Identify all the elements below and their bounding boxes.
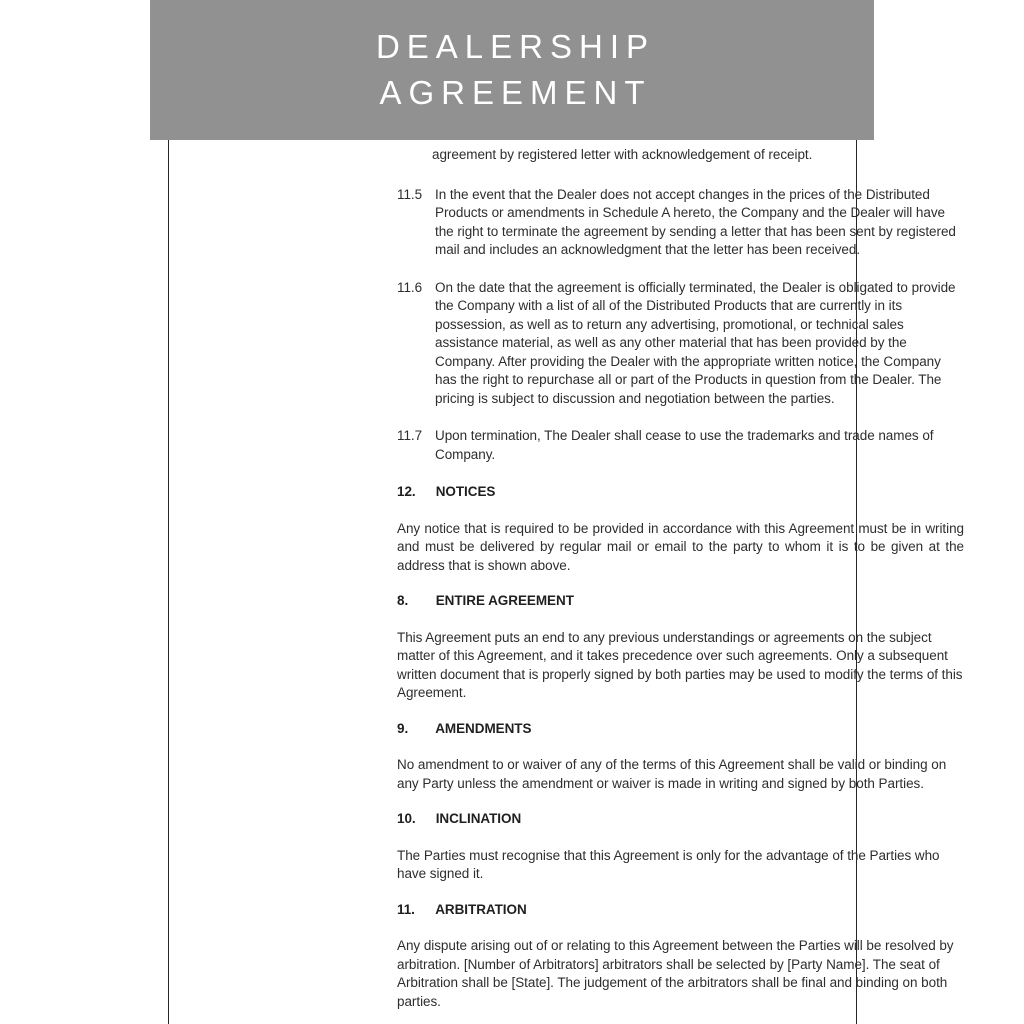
section-number: 10. <box>397 811 416 826</box>
document-section <box>397 901 964 1012</box>
clause-text: Upon termination, The Dealer shall cease to use the trademarks and trade names of Company. <box>435 428 934 462</box>
section-heading: ARBITRATION <box>435 901 527 917</box>
document-section <box>397 810 964 884</box>
numbered-clause <box>397 279 964 409</box>
section-paragraph: The Parties must recognise that this Agreement is only for the advantage of the Parties who have signed it. <box>397 847 940 881</box>
clause-number: 11.5 <box>397 186 423 202</box>
title-banner <box>150 0 874 140</box>
clause-number: 11.7 <box>397 428 423 443</box>
section-number: 8. <box>397 593 409 608</box>
document-title-line1: DEALERSHIP <box>375 28 656 65</box>
section-paragraph: Any dispute arising out of or relating to this Agreement between the Parties will be resolved by arbitration. [Number of Arbitrators] arbitrators shall be selected by [Party Name]. The seat of Arbitration shall be [State]. The judgement of the arbitrators shall be final and binding on both parties. <box>397 938 954 1009</box>
numbered-clauses-list <box>397 186 964 465</box>
document-sections-list <box>397 483 964 1011</box>
section-paragraph: No amendment to or waiver of any of the terms of this Agreement shall be valid or binding on any Party unless the amendment or waiver is made in writing and signed by both Parties. <box>397 757 947 791</box>
numbered-clause <box>397 427 964 464</box>
document-content <box>397 146 964 1024</box>
document-section <box>397 720 964 794</box>
section-heading: ENTIRE AGREEMENT <box>435 593 574 608</box>
clause-text: On the date that the agreement is officially terminated, the Dealer is obligated to provide the Company with a list of all of the Distributed Products that are currently in its possession, as well as to return any advertising, promotional, or technical sales assistance material, as well as any other material that has been provided by the Company. After providing the Dealer with the appropriate written notice, the Company has the right to repurchase all or part of the Products in question from the Dealer. The pricing is subject to discussion and negotiation between the parties. <box>435 279 956 406</box>
section-number: 11. <box>397 901 415 917</box>
document-section <box>397 592 964 703</box>
section-number: 12. <box>397 484 416 499</box>
section-heading: AMENDMENTS <box>435 720 532 736</box>
section-heading: INCLINATION <box>435 811 522 826</box>
section-heading: NOTICES <box>435 484 496 499</box>
section-number: 9. <box>397 720 409 736</box>
section-paragraph: Any notice that is required to be provided in accordance with this Agreement must be in writing and must be delivered by regular mail or email to the party to whom it is to be given at the address that is shown above. <box>397 520 964 573</box>
clause-continuation-text: agreement by registered letter with acknowledgement of receipt. <box>432 147 813 162</box>
document-title-line2: AGREEMENT <box>379 74 652 111</box>
section-heading-row <box>397 901 964 920</box>
section-heading-row <box>397 592 964 611</box>
document-section <box>397 483 964 575</box>
document-page <box>168 0 964 1024</box>
section-heading-row <box>397 810 964 829</box>
section-heading-row <box>397 720 964 739</box>
clause-number: 11.6 <box>397 279 423 295</box>
clause-text: In the event that the Dealer does not accept changes in the prices of the Distributed Products or amendments in Schedule A hereto, the Company and the Dealer will have the right to terminate the agreement by sending a letter that has been sent by registered mail and includes an acknowledgment that the letter has been received. <box>435 186 956 257</box>
section-heading-row <box>397 483 964 502</box>
numbered-clause <box>397 186 964 260</box>
section-paragraph: This Agreement puts an end to any previous understandings or agreements on the subject matter of this Agreement, and it takes precedence over such agreements. Only a subsequent written document that is properly signed by both parties may be used to modify the terms of this Agreement. <box>397 629 963 700</box>
